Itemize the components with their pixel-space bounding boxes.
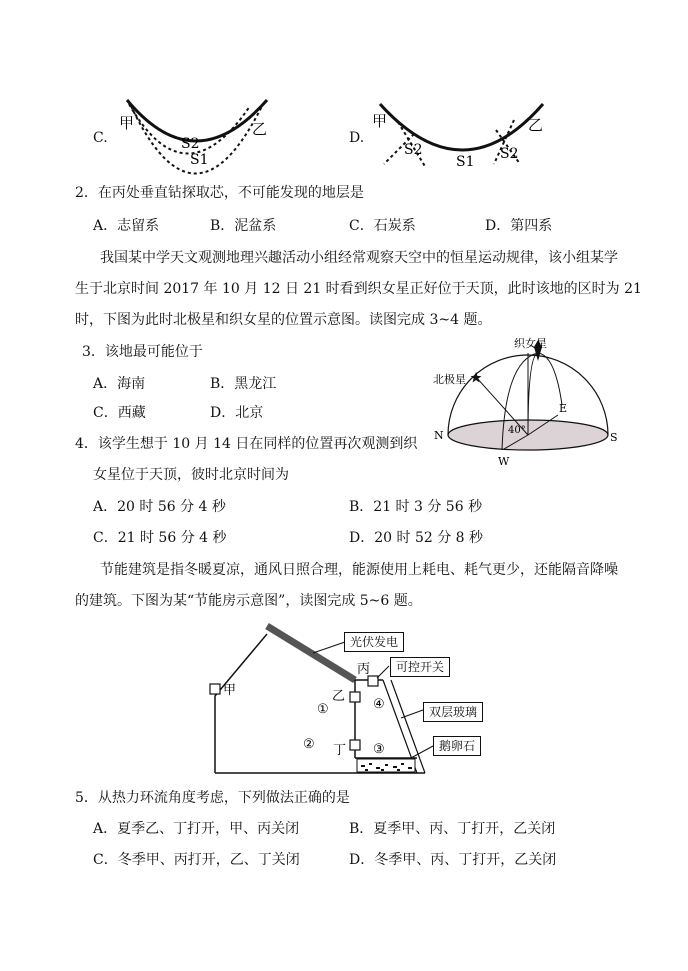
q2-option-b: B．泥盆系	[210, 218, 277, 234]
south-label: S	[610, 431, 618, 444]
pv-label: 光伏发电	[344, 632, 404, 652]
d-jia-label: 甲	[372, 112, 388, 130]
c-s2-label: S2	[181, 136, 200, 152]
stone-label: 鹅卵石	[433, 736, 481, 756]
zone-4-label: ④	[373, 697, 385, 712]
vent-ding-label: 丁	[333, 743, 347, 758]
intro34-line1: 我国某中学天文观测地理兴趣活动小组经常观察天空中的恒星运动规律，该小组某学	[100, 250, 618, 266]
q3-option-c: C．西藏	[93, 405, 146, 421]
c-s1-label: S1	[190, 152, 209, 168]
q5-option-c: C．冬季甲、丙打开，乙、丁关闭	[93, 852, 300, 868]
vent-yi-label: 乙	[332, 689, 346, 704]
q5-option-d: D．冬季甲、丙、丁打开，乙关闭	[349, 852, 557, 868]
angle-label: 40°	[508, 425, 526, 436]
west-label: W	[498, 455, 510, 468]
d-s2b-label: S2	[500, 146, 519, 162]
option-d-diagram	[368, 96, 558, 181]
zone-3-label: ③	[373, 742, 385, 757]
q4-stem-line1: 4．该学生想于 10 月 14 日在同样的位置再次观测到织	[75, 436, 418, 452]
q2-option-c: C．石炭系	[349, 218, 416, 234]
option-c-letter: C.	[93, 130, 108, 146]
q4-option-a: A．20 时 56 分 4 秒	[93, 499, 226, 515]
q2-stem: 2．在丙处垂直钻探取芯，不可能发现的地层是	[75, 185, 364, 201]
celestial-sphere-diagram	[430, 335, 630, 475]
intro34-line2: 生于北京时间 2017 年 10 月 12 日 21 时看到织女星正好位于天顶，此时该地的区时为 21	[75, 281, 642, 297]
north-label: N	[434, 429, 444, 442]
q2-option-a: A．志留系	[93, 218, 160, 234]
zone-2-label: ②	[303, 737, 315, 752]
zone-1-label: ①	[317, 702, 329, 717]
c-yi-label: 乙	[252, 120, 268, 138]
intro34-line3: 时，下图为此时北极星和织女星的位置示意图。读图完成 3~4 题。	[75, 312, 492, 328]
q4-option-d: D．20 时 52 分 8 秒	[349, 530, 484, 546]
q3-option-b: B．黑龙江	[210, 376, 277, 392]
q4-option-b: B．21 时 3 分 56 秒	[349, 499, 483, 515]
option-c-diagram	[115, 92, 285, 182]
vent-bing-label: 丙	[357, 662, 371, 677]
intro56-line1: 节能建筑是指冬暖夏凉，通风日照合理，能源使用上耗电、耗气更少，还能隔音降噪	[100, 562, 618, 578]
intro56-line2: 的建筑。下图为某“节能房示意图”，读图完成 5~6 题。	[75, 593, 422, 609]
option-d-letter: D.	[349, 130, 365, 146]
q5-option-b: B．夏季甲、丙、丁打开，乙关闭	[349, 821, 556, 837]
polaris-label: 北极星	[433, 373, 466, 386]
q4-stem-line2: 女星位于天顶，彼时北京时间为	[93, 467, 289, 483]
vent-jia-label: 甲	[223, 683, 237, 698]
switch-label: 可控开关	[390, 657, 450, 677]
east-label: E	[559, 402, 568, 415]
q3-option-d: D．北京	[210, 405, 264, 421]
c-jia-label: 甲	[119, 114, 135, 132]
q5-option-a: A．夏季乙、丁打开，甲、丙关闭	[93, 821, 300, 837]
q5-stem: 5．从热力环流角度考虑，下列做法正确的是	[75, 790, 350, 806]
d-yi-label: 乙	[528, 116, 544, 134]
d-s2a-label: S2	[404, 142, 423, 158]
glass-label: 双层玻璃	[423, 702, 483, 722]
q3-stem: 3．该地最可能位于	[82, 344, 203, 360]
q4-option-c: C．21 时 56 分 4 秒	[93, 530, 227, 546]
d-s1-label: S1	[456, 154, 475, 170]
q3-option-a: A．海南	[93, 376, 146, 392]
q2-option-d: D．第四系	[485, 218, 553, 234]
vega-label: 织女星	[514, 337, 547, 350]
